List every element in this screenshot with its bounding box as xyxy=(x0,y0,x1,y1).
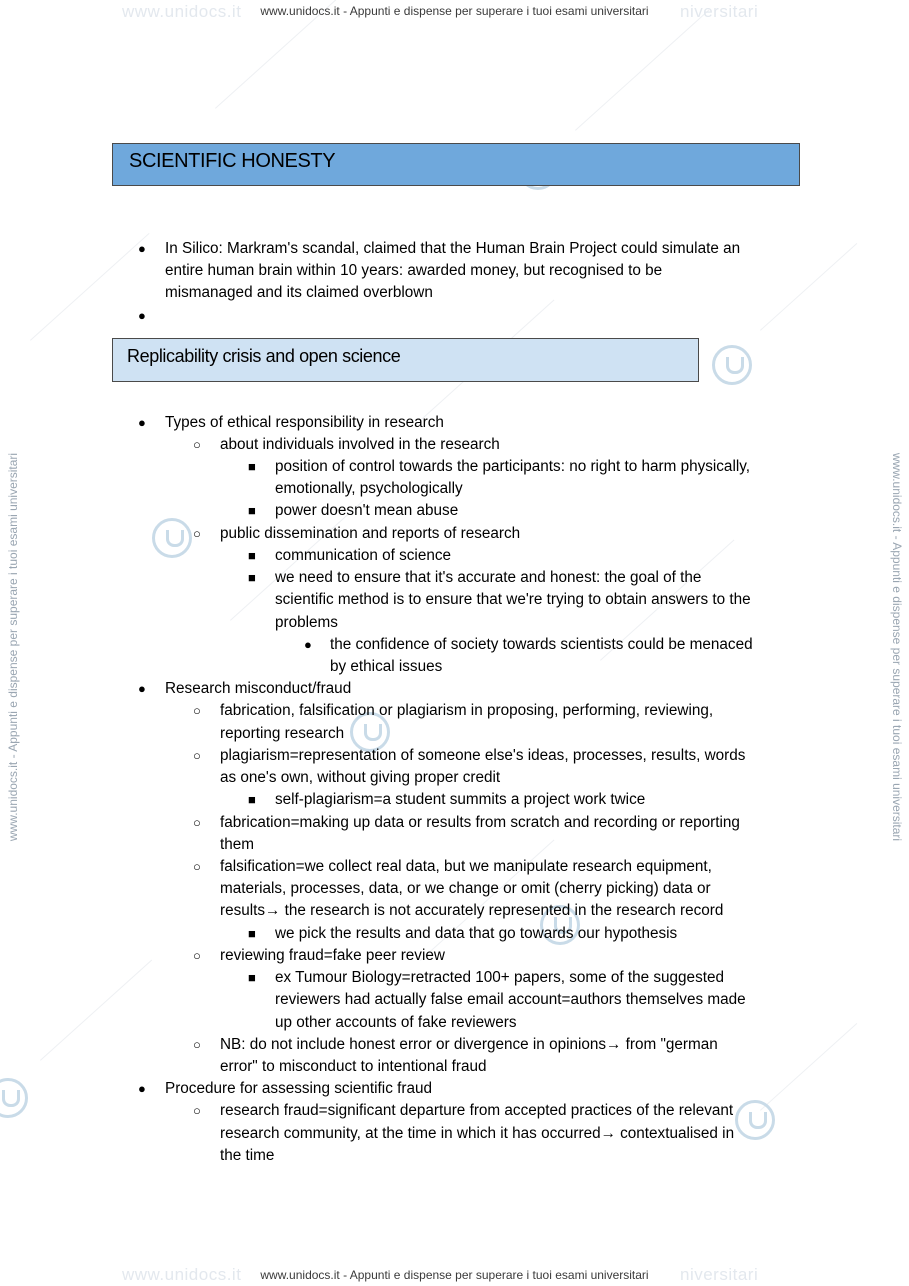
text-line: the time xyxy=(220,1147,275,1164)
bullet-circle: ○ xyxy=(193,703,201,718)
text-line: results→ the research is not accurately represented in the research record xyxy=(220,902,724,919)
text-line: Research misconduct/fraud xyxy=(165,680,352,697)
footer-watermark: www.unidocs.it - Appunti e dispense per superare i tuoi esami universitari xyxy=(260,1268,649,1282)
header-watermark: www.unidocs.it - Appunti e dispense per superare i tuoi esami universitari xyxy=(260,4,649,18)
bullet-square: ■ xyxy=(248,503,256,518)
bullet-circle: ○ xyxy=(193,859,201,874)
right-side-watermark: www.unidocs.it - Appunti e dispense per superare i tuoi esami universitari xyxy=(890,452,904,842)
header-ghost-watermark-right: niversitari xyxy=(680,2,759,21)
bullet-disc: ● xyxy=(138,1081,146,1096)
text-line: as one's own, without giving proper credit xyxy=(220,769,501,786)
bullet-square: ■ xyxy=(248,570,256,585)
text-line: them xyxy=(220,836,255,853)
header-ghost-watermark: www.unidocs.it xyxy=(122,2,242,21)
bullet-circle: ○ xyxy=(193,748,201,763)
unidocs-logo-icon xyxy=(152,518,192,558)
left-side-watermark: www.unidocs.it - Appunti e dispense per superare i tuoi esami universitari xyxy=(6,452,20,842)
text-line: research community, at the time in which it has occurred→ contextualised in xyxy=(220,1125,735,1142)
unidocs-logo-icon xyxy=(712,345,752,385)
bullet-circle: ○ xyxy=(193,815,201,830)
text-line: error" to misconduct to intentional fraud xyxy=(220,1058,487,1075)
text-line: In Silico: Markram's scandal, claimed that the Human Brain Project could simulate an xyxy=(165,240,741,257)
bullet-square: ■ xyxy=(248,970,256,985)
text-line: position of control towards the participants: no right to harm physically, xyxy=(275,458,751,475)
bullet-disc: ● xyxy=(138,681,146,696)
bullet-circle: ○ xyxy=(193,1103,201,1118)
text-line: reviewing fraud=fake peer review xyxy=(220,947,445,964)
bullet-circle: ○ xyxy=(193,1037,201,1052)
text-line: Procedure for assessing scientific fraud xyxy=(165,1080,432,1097)
text-line: NB: do not include honest error or divergence in opinions→ from "german xyxy=(220,1036,718,1053)
text-line: emotionally, psychologically xyxy=(275,480,463,497)
text-line: power doesn't mean abuse xyxy=(275,502,459,519)
section-title-replicability: Replicability crisis and open science xyxy=(112,338,699,382)
watermark-line xyxy=(760,243,857,331)
text-line: fabrication, falsification or plagiarism in proposing, performing, reviewing, xyxy=(220,702,714,719)
bullet-circle: ○ xyxy=(193,437,201,452)
text-line: plagiarism=representation of someone else's ideas, processes, results, words xyxy=(220,747,746,764)
text-line: mismanaged and its claimed overblown xyxy=(165,284,433,301)
text-line: self-plagiarism=a student summits a project work twice xyxy=(275,791,646,808)
text-line: we need to ensure that it's accurate and honest: the goal of the xyxy=(275,569,702,586)
section-title-scientific-honesty: SCIENTIFIC HONESTY xyxy=(112,143,800,186)
bullet-square: ■ xyxy=(248,792,256,807)
text-line: scientific method is to ensure that we're trying to obtain answers to the xyxy=(275,591,751,608)
bullet-circle: ○ xyxy=(193,948,201,963)
text-line: up other accounts of fake reviewers xyxy=(275,1014,517,1031)
bullet-disc: ● xyxy=(138,308,146,323)
unidocs-logo-icon xyxy=(735,1100,775,1140)
bullet-disc: ● xyxy=(304,637,312,652)
watermark-line xyxy=(760,1023,857,1111)
bullet-circle: ○ xyxy=(193,526,201,541)
text-line: fabrication=making up data or results from scratch and recording or reporting xyxy=(220,814,740,831)
text-line: reporting research xyxy=(220,725,345,742)
watermark-line xyxy=(30,233,150,341)
text-line: materials, processes, data, or we change or omit (cherry picking) data or xyxy=(220,880,711,897)
text-line: reviewers had actually false email account=authors themselves made xyxy=(275,991,746,1008)
text-line: ex Tumour Biology=retracted 100+ papers, some of the suggested xyxy=(275,969,724,986)
bullet-disc: ● xyxy=(138,415,146,430)
text-line: we pick the results and data that go towards our hypothesis xyxy=(275,925,678,942)
footer-ghost-watermark-right: niversitari xyxy=(680,1265,759,1284)
footer-ghost-watermark: www.unidocs.it xyxy=(122,1265,242,1284)
watermark-line xyxy=(575,10,709,131)
text-line: entire human brain within 10 years: awarded money, but recognised to be xyxy=(165,262,663,279)
unidocs-logo-icon xyxy=(0,1078,28,1118)
text-line: Types of ethical responsibility in research xyxy=(165,414,444,431)
text-line: public dissemination and reports of research xyxy=(220,525,521,542)
bullet-square: ■ xyxy=(248,548,256,563)
text-line: the confidence of society towards scientists could be menaced xyxy=(330,636,753,653)
watermark-line xyxy=(40,960,152,1061)
bullet-square: ■ xyxy=(248,926,256,941)
text-line: falsification=we collect real data, but we manipulate research equipment, xyxy=(220,858,712,875)
text-line: communication of science xyxy=(275,547,451,564)
text-line: by ethical issues xyxy=(330,658,443,675)
bullet-disc: ● xyxy=(138,241,146,256)
text-line: about individuals involved in the research xyxy=(220,436,500,453)
bullet-square: ■ xyxy=(248,459,256,474)
text-line: problems xyxy=(275,614,338,631)
text-line: research fraud=significant departure from accepted practices of the relevant xyxy=(220,1102,734,1119)
